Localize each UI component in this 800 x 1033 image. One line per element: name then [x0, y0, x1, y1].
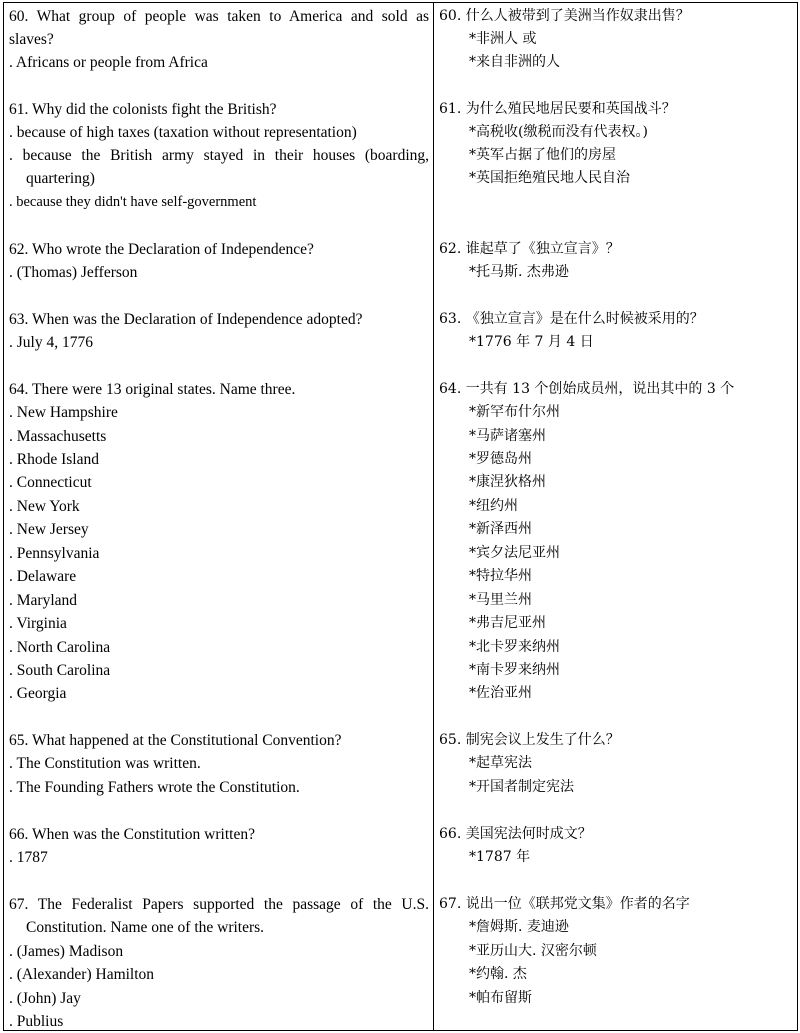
english-line: . Rhode Island	[9, 451, 99, 468]
english-line: . South Carolina	[9, 662, 111, 679]
chinese-line: *南卡罗来纳州	[469, 662, 560, 678]
english-line: . New York	[9, 498, 80, 515]
english-line: . New Jersey	[9, 521, 89, 538]
english-line: 61. Why did the colonists fight the British?	[9, 101, 277, 118]
english-line: . Connecticut	[9, 474, 92, 491]
chinese-line: *北卡罗来纳州	[469, 639, 560, 655]
english-line: . (John) Jay	[9, 990, 81, 1007]
chinese-line: *马萨诸塞州	[469, 428, 546, 444]
english-line: . New Hampshire	[9, 404, 118, 421]
english-line: . Publius	[9, 1013, 64, 1030]
english-line: . 1787	[9, 849, 48, 866]
english-line: 67. The Federalist Papers supported the passage of the U.S.	[9, 896, 429, 913]
chinese-line: 63. 《独立宣言》是在什么时候被采用的？	[439, 311, 704, 327]
chinese-column	[434, 3, 797, 1030]
qa-table	[3, 2, 798, 1031]
chinese-line: *托马斯. 杰弗逊	[469, 264, 569, 280]
chinese-line: 60. 什么人被带到了美洲当作奴隶出售？	[439, 8, 690, 24]
english-line: . Africans or people from Africa	[9, 54, 208, 71]
english-line: 64. There were 13 original states. Name three.	[9, 381, 296, 398]
chinese-line: *马里兰州	[469, 592, 532, 608]
chinese-line: *开国者制定宪法	[469, 779, 574, 795]
chinese-line: *特拉华州	[469, 568, 532, 584]
english-line: slaves?	[9, 31, 54, 48]
english-column	[4, 3, 433, 1030]
chinese-line: *亚历山大. 汉密尔顿	[469, 943, 597, 959]
english-line: . (Alexander) Hamilton	[9, 966, 155, 983]
chinese-line: *宾夕法尼亚州	[469, 545, 560, 561]
english-line: 65. What happened at the Constitutional Convention?	[9, 732, 342, 749]
english-line: . July 4, 1776	[9, 334, 93, 351]
english-line: Constitution. Name one of the writers.	[26, 919, 265, 936]
english-line: . Virginia	[9, 615, 67, 632]
english-line: quartering)	[26, 170, 95, 187]
english-line: 66. When was the Constitution written?	[9, 826, 255, 843]
english-line: . The Constitution was written.	[9, 755, 201, 772]
chinese-line: *高税收(缴税而没有代表权。)	[469, 124, 648, 140]
english-line: . (James) Madison	[9, 943, 124, 960]
english-line: . The Founding Fathers wrote the Constitution.	[9, 779, 300, 796]
chinese-line: *起草宪法	[469, 755, 532, 771]
english-line: . Georgia	[9, 685, 67, 702]
chinese-line: *纽约州	[469, 498, 518, 514]
english-line: 60. What group of people was taken to America and sold as	[9, 8, 429, 25]
chinese-line: 66. 美国宪法何时成文？	[439, 826, 592, 842]
chinese-line: *1787 年	[469, 849, 531, 865]
chinese-line: *康涅狄格州	[469, 474, 546, 490]
chinese-line: *佐治亚州	[469, 685, 532, 701]
english-line: . because of high taxes (taxation without representation)	[9, 124, 357, 141]
chinese-line: 67. 说出一位《联邦党文集》作者的名字	[439, 896, 690, 912]
english-line: . because the British army stayed in their houses (boarding,	[9, 147, 429, 164]
chinese-line: *罗德岛州	[469, 451, 532, 467]
chinese-line: *非洲人 或	[469, 31, 537, 47]
chinese-line: *弗吉尼亚州	[469, 615, 546, 631]
chinese-line: *詹姆斯. 麦迪逊	[469, 919, 569, 935]
chinese-line: 64. 一共有 13 个创始成员州，说出其中的 3 个	[439, 381, 735, 397]
english-line: . (Thomas) Jefferson	[9, 264, 138, 281]
english-line: . North Carolina	[9, 639, 111, 656]
chinese-line: *来自非洲的人	[469, 54, 560, 70]
chinese-line: *帕布留斯	[469, 990, 532, 1006]
chinese-line: *英国拒绝殖民地人民自治	[469, 170, 630, 186]
chinese-line: *新泽西州	[469, 521, 532, 537]
english-line: 63. When was the Declaration of Independence adopted?	[9, 311, 363, 328]
english-line: . Pennsylvania	[9, 545, 100, 562]
chinese-line: 65. 制宪会议上发生了什么？	[439, 732, 620, 748]
english-line: 62. Who wrote the Declaration of Independence?	[9, 241, 314, 258]
chinese-line: 62. 谁起草了《独立宣言》？	[439, 241, 620, 257]
chinese-line: 61. 为什么殖民地居民要和英国战斗？	[439, 101, 676, 117]
english-line: . Massachusetts	[9, 428, 107, 445]
chinese-line: *英军占据了他们的房屋	[469, 147, 616, 163]
chinese-line: *约翰. 杰	[469, 966, 527, 982]
chinese-line: *1776 年 7 月 4 日	[469, 334, 594, 350]
english-line: . because they didn't have self-government	[9, 194, 257, 210]
english-line: . Delaware	[9, 568, 77, 585]
english-line: . Maryland	[9, 592, 78, 609]
chinese-line: *新罕布什尔州	[469, 404, 560, 420]
